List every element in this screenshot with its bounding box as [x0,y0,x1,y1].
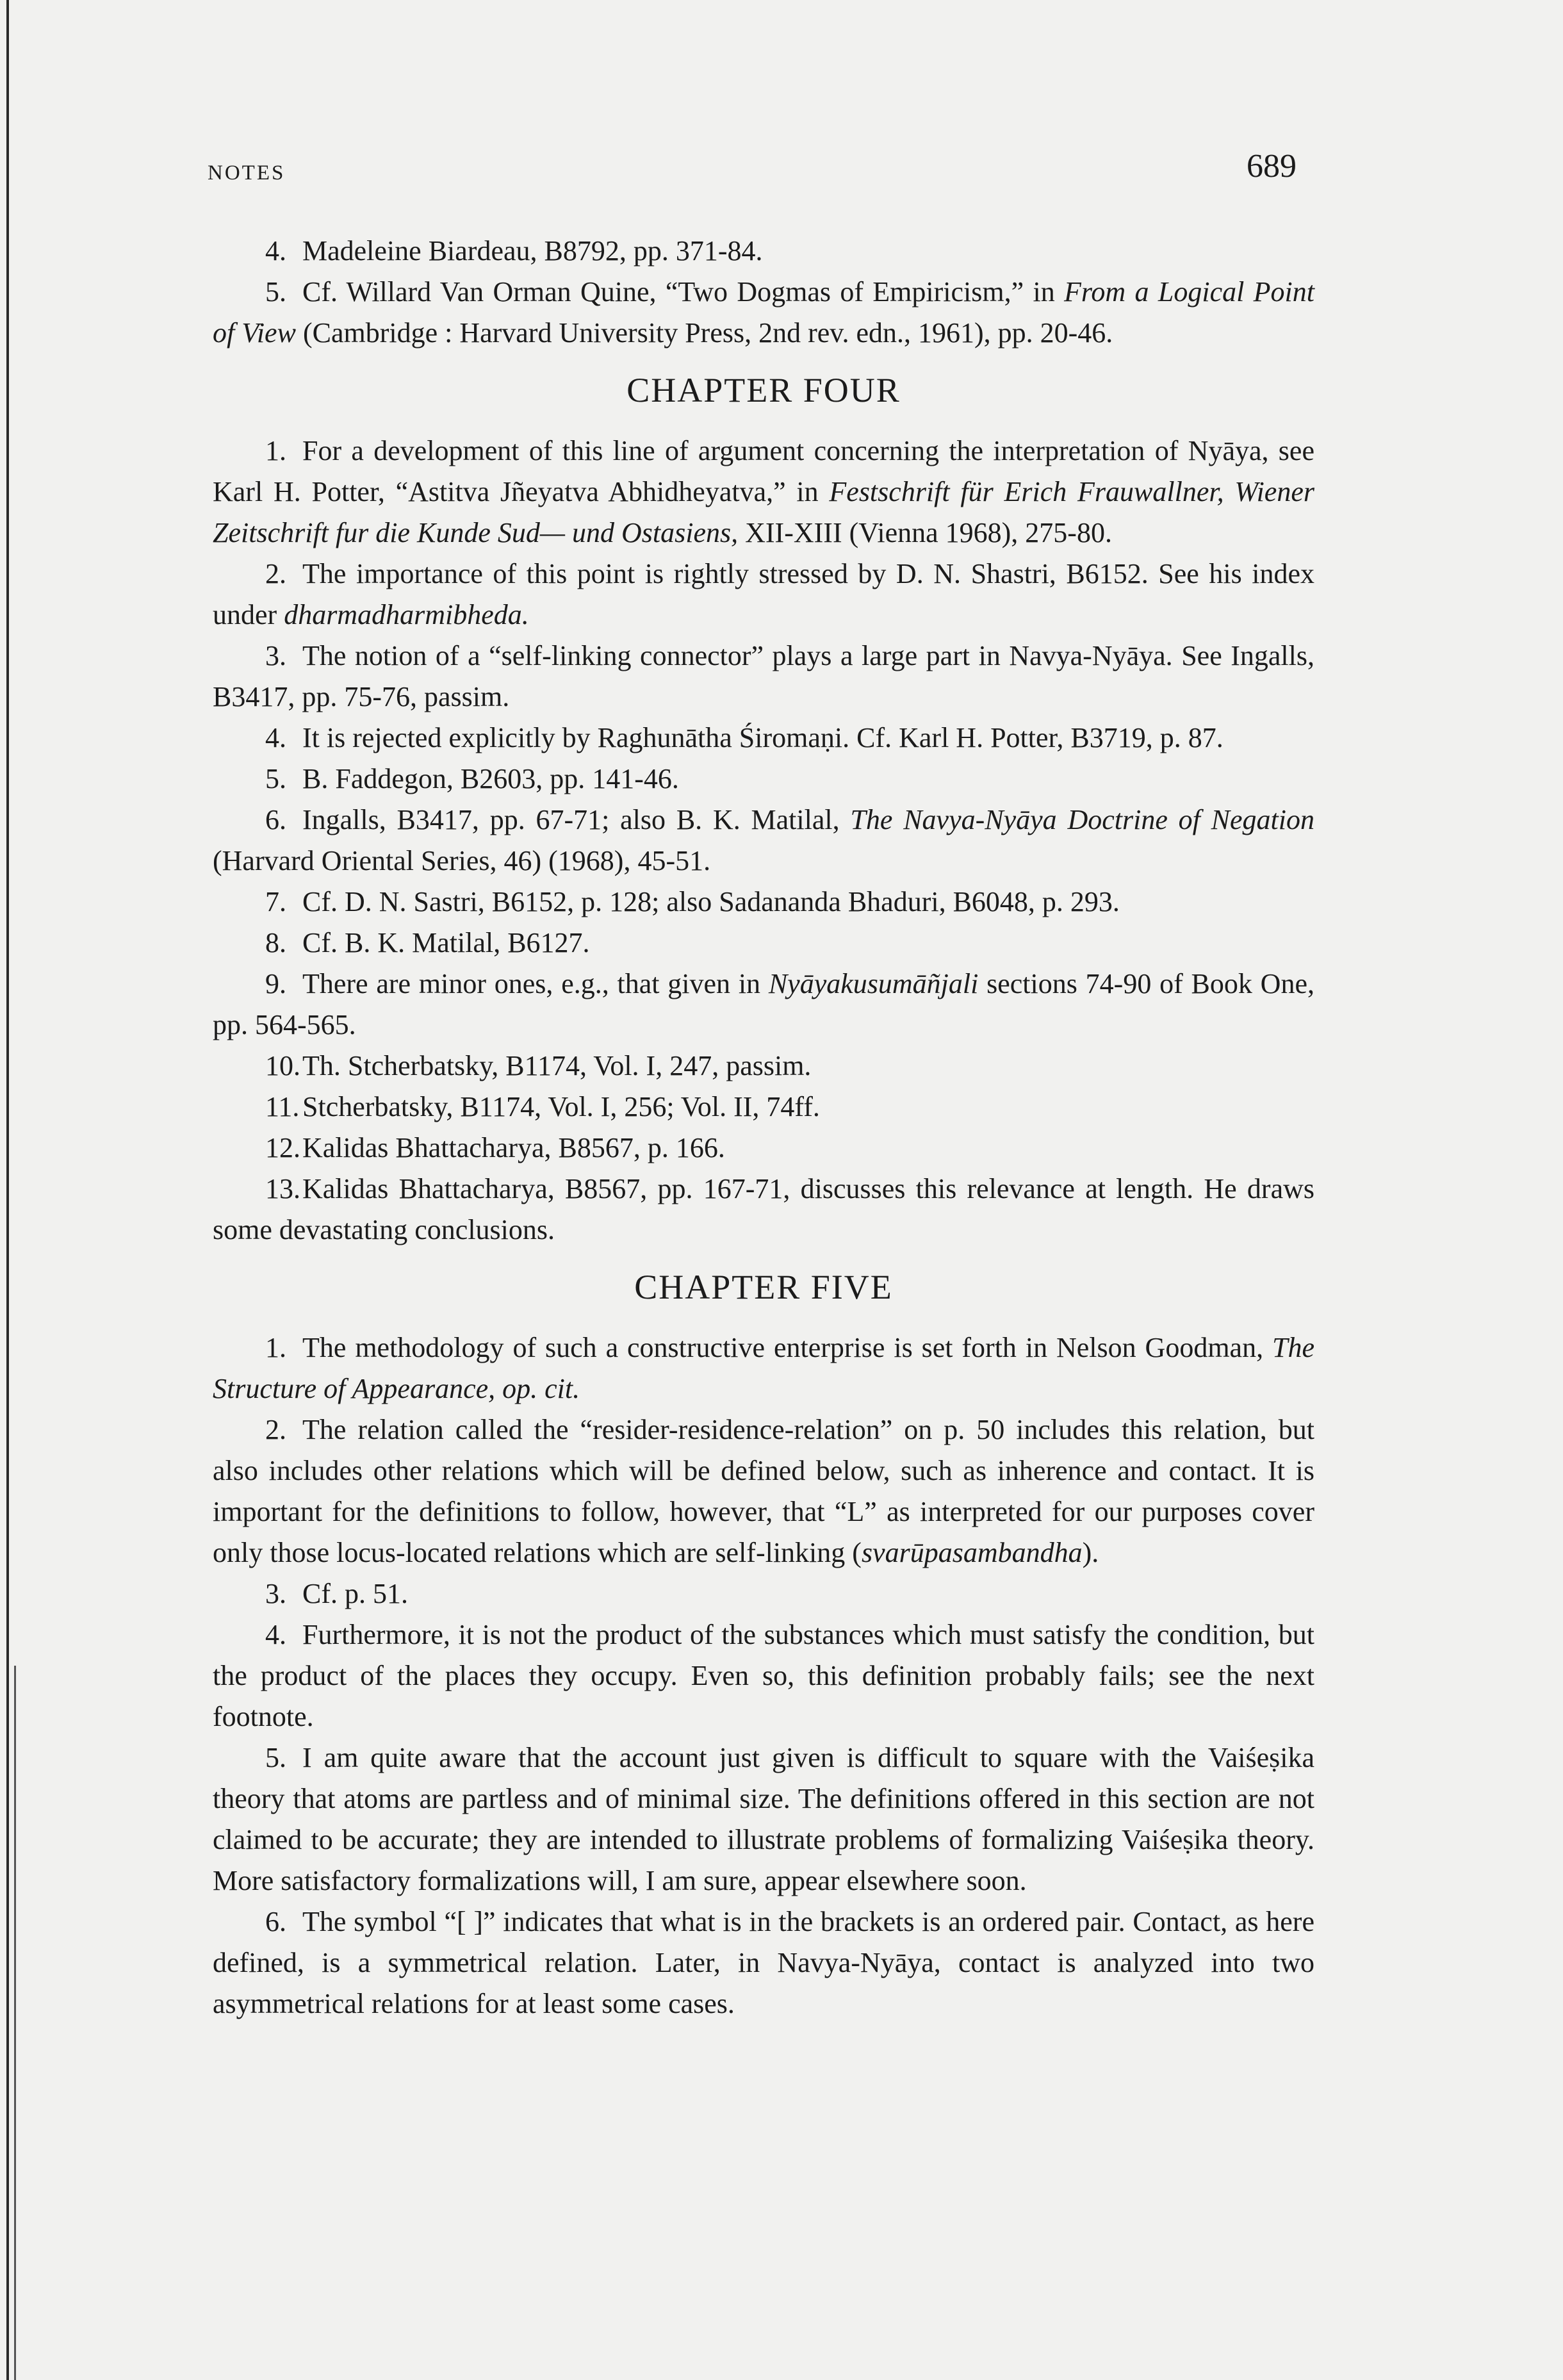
footnote [213,759,1314,800]
footnote-italic-title: Festschrift für Erich Frauwallner, Wiener Zeitschrift fur die Kunde Sud— und Ostasiens, [213,476,1314,548]
footnote-text: Th. Stcherbatsky, B1174, Vol. I, 247, passim. [302,1050,812,1081]
footnote-number: 10. [265,1050,300,1081]
footnote [213,718,1314,759]
footnote-text: Cf. p. 51. [302,1578,408,1609]
page-edge-shadow [6,0,9,2380]
chapter-five-notes [213,1327,1314,2024]
footnote-text: I am quite aware that the account just given is difficult to square with the Vaiśeṣika theory that atoms are partless and of minimal size. The definitions offered in this section are not claimed to be accurate; they are intended to illustrate problems of formalizing Vaiśeṣika theory. More satisfactory formalizations will, I am sure, appear elsewhere soon. [213,1742,1314,1896]
footnote [213,1614,1314,1737]
notes-content [213,231,1314,2024]
previous-chapter-notes [213,231,1314,354]
footnote [213,1409,1314,1573]
footnote [213,1087,1314,1128]
footnote-italic-title: dharmadharmibheda. [284,599,529,630]
chapter-four-notes [213,431,1314,1251]
footnote-number: 5. [265,276,286,308]
footnote-number: 5. [265,763,286,794]
running-head: NOTES [208,161,286,185]
footnote-text: For a development of this line of argument concerning the interpretation of Nyāya, see Karl H. Potter, “Astitva Jñeyatva Abhidheyatva,” in [213,435,1314,507]
footnote-text: B. Faddegon, B2603, pp. 141-46. [302,763,679,794]
footnote-text: (Harvard Oriental Series, 46) (1968), 45-51. [213,845,711,876]
footnote [213,231,1314,272]
footnote-italic-title: The Structure of Appearance, op. cit. [213,1332,1314,1404]
chapter-five-heading: CHAPTER FIVE [634,1268,893,1306]
footnote-text: Ingalls, B3417, pp. 67-71; also B. K. Matilal, [302,804,851,835]
footnote [213,636,1314,718]
footnote-number: 2. [265,558,286,589]
footnote-text: The notion of a “self-linking connector” plays a large part in Navya-Nyāya. See Ingalls, B3417, pp. 75-76, passim. [213,640,1314,712]
footnote-number: 3. [265,1578,286,1609]
footnote-text: ). [1082,1537,1099,1568]
footnote-text: Madeleine Biardeau, B8792, pp. 371-84. [302,235,763,267]
footnote-text: Cf. Willard Van Orman Quine, “Two Dogmas of Empiricism,” in [302,276,1065,308]
footnote-text: sections 74-90 of Book One, pp. 564-565. [213,968,1314,1040]
footnote [213,1128,1314,1169]
footnote [213,554,1314,636]
footnote-number: 1. [265,1332,286,1363]
footnote [213,1901,1314,2024]
footnote-number: 12. [265,1132,300,1163]
footnote-number: 11. [265,1091,300,1122]
footnote-text: Cf. D. N. Sastri, B6152, p. 128; also Sadananda Bhaduri, B6048, p. 293. [302,886,1120,917]
footnote-number: 4. [265,235,286,267]
footnote-text: The relation called the “resider-residence-relation” on p. 50 includes this relation, but also includes other relations which will be defined below, such as inherence and contact. It is important for the definitions to follow, however, that “L” as interpreted for our purposes cover only those locus-located relations which are self-linking ( [213,1414,1314,1568]
footnote-number: 6. [265,1906,286,1937]
footnote [213,800,1314,882]
footnote [213,1737,1314,1901]
footnote-number: 6. [265,804,286,835]
page-edge-shadow-inner [14,1666,16,2380]
footnote [213,1327,1314,1409]
footnote-text: Cf. B. K. Matilal, B6127. [302,927,590,958]
footnote-text: The importance of this point is rightly stressed by D. N. Shastri, B6152. See his index under [213,558,1314,630]
footnote [213,1046,1314,1087]
footnote-text: (Cambridge : Harvard University Press, 2nd rev. edn., 1961), pp. 20-46. [295,317,1113,349]
footnote-text: XII-XIII (Vienna 1968), 275-80. [738,517,1112,548]
footnote [213,1169,1314,1251]
footnote-number: 7. [265,886,286,917]
footnote [213,1573,1314,1614]
footnote-number: 1. [265,435,286,466]
footnote-text: The symbol “[ ]” indicates that what is in the brackets is an ordered pair. Contact, as here defined, is a symmetrical relation. Later, in Navya-Nyāya, contact is analyzed into two asymmetrical relations for at least some cases. [213,1906,1314,2019]
footnote-number: 4. [265,722,286,753]
footnote-text: Kalidas Bhattacharya, B8567, p. 166. [302,1132,725,1163]
footnote-number: 2. [265,1414,286,1445]
footnote [213,272,1314,354]
footnote-italic-title: From a Logical Point of View [213,276,1314,349]
footnote-text: The methodology of such a constructive enterprise is set forth in Nelson Goodman, [302,1332,1272,1363]
footnote-italic-title: svarūpasambandha [861,1537,1083,1568]
footnote [213,964,1314,1046]
footnote-number: 5. [265,1742,286,1773]
footnote [213,431,1314,554]
footnote-italic-title: The Navya-Nyāya Doctrine of Negation [850,804,1314,835]
footnote-text: There are minor ones, e.g., that given in [302,968,769,999]
footnote-text: Stcherbatsky, B1174, Vol. I, 256; Vol. II, 74ff. [302,1091,820,1122]
footnote [213,923,1314,964]
footnote-number: 4. [265,1619,286,1650]
footnote-number: 3. [265,640,286,671]
footnote-number: 9. [265,968,286,999]
page-header [208,147,1297,205]
chapter-four-heading: CHAPTER FOUR [626,371,901,409]
footnote-text: Kalidas Bhattacharya, B8567, pp. 167-71, discusses this relevance at length. He draws some devastating conclusions. [213,1173,1314,1245]
footnote-number: 8. [265,927,286,958]
page-number: 689 [1247,148,1297,185]
footnote-text: It is rejected explicitly by Raghunātha Śiromaṇi. Cf. Karl H. Potter, B3719, p. 87. [302,722,1223,753]
footnote-text: Furthermore, it is not the product of the substances which must satisfy the condition, but the product of the places they occupy. Even so, this definition probably fails; see the next footnote. [213,1619,1314,1732]
footnote [213,882,1314,923]
footnote-number: 13. [265,1173,300,1204]
footnote-italic-title: Nyāyakusumāñjali [768,968,979,999]
